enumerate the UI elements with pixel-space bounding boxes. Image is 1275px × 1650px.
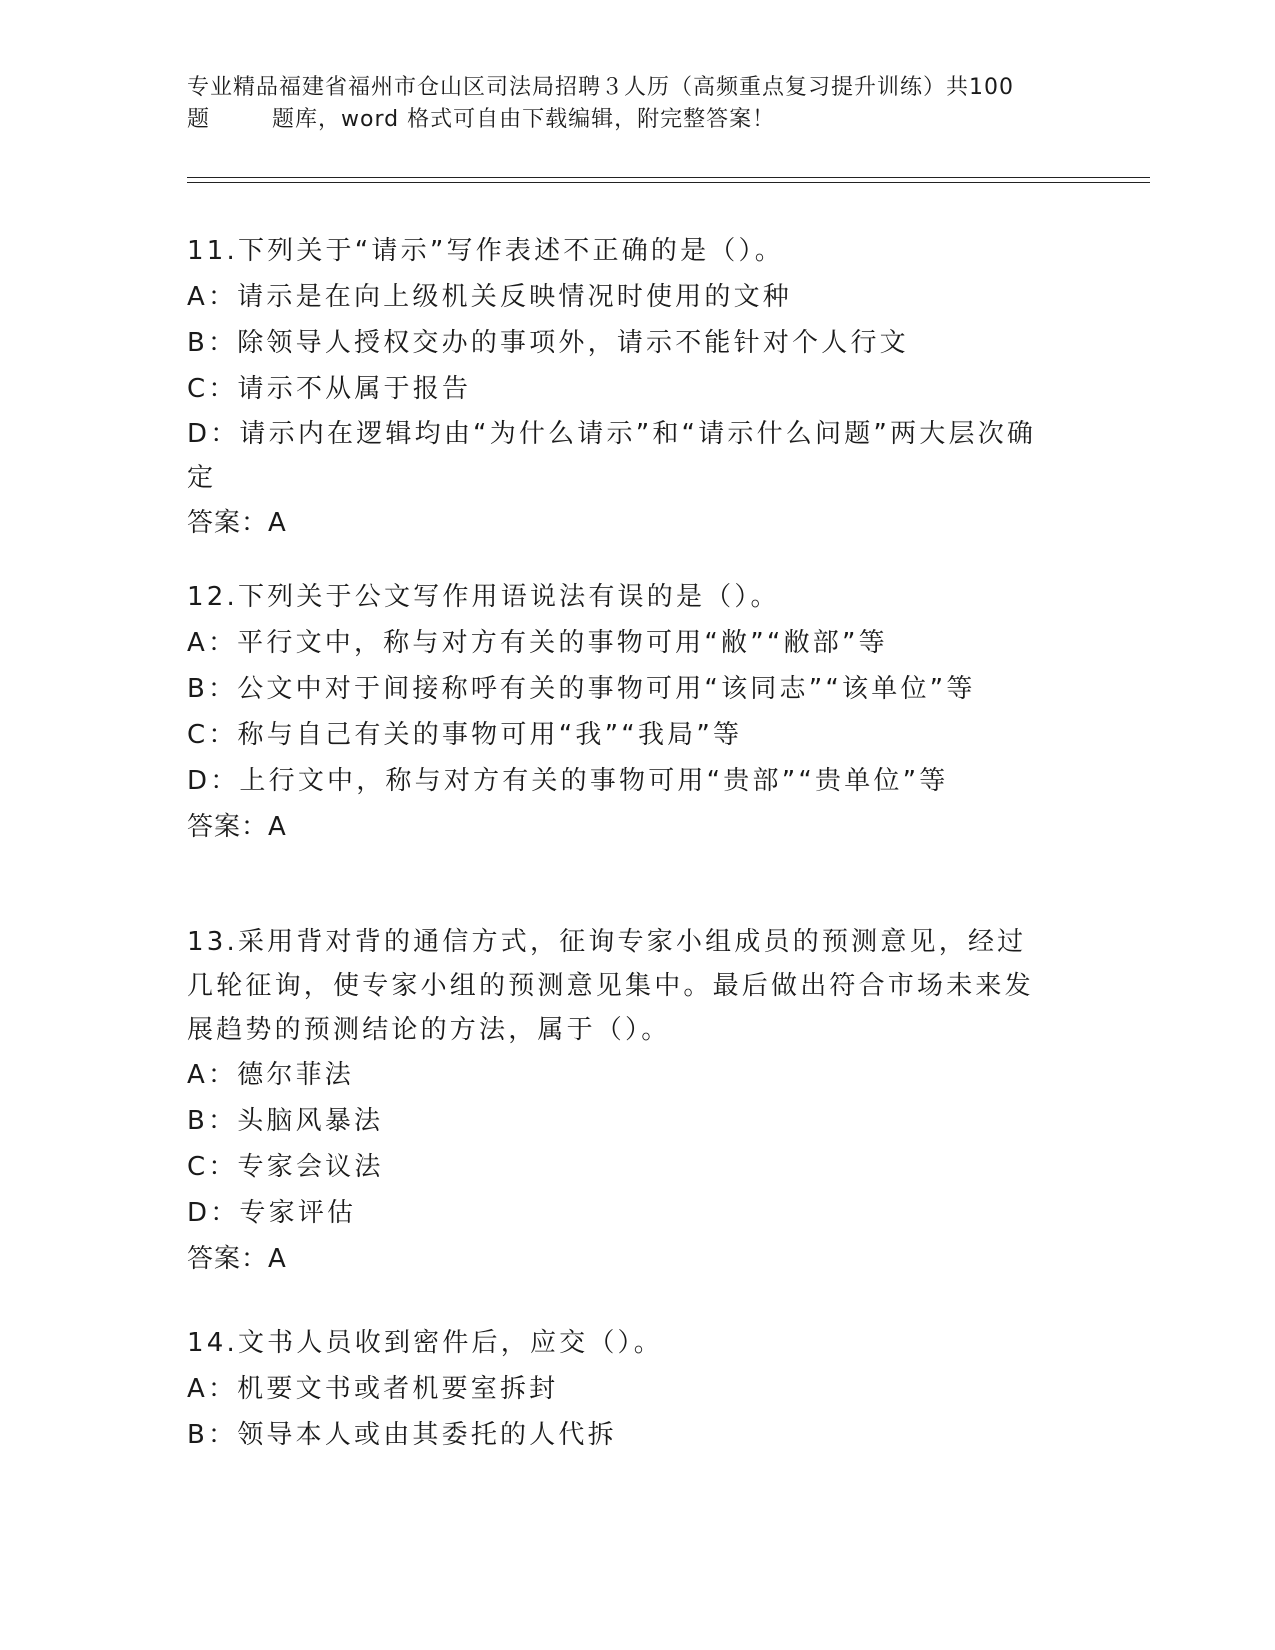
option-a: A：请示是在向上级机关反映情况时使用的文种: [187, 282, 792, 312]
option-d: D：专家评估: [187, 1198, 357, 1228]
header-title-line1: 专业精品福建省福州市仓山区司法局招聘３人历（高频重点复习提升训练）共100: [187, 75, 1014, 100]
option-a: A：德尔菲法: [187, 1060, 354, 1090]
document-header: [187, 72, 1087, 136]
option-b: B：领导本人或由其委托的人代拆: [187, 1420, 617, 1450]
option-c: C：请示不从属于报告: [187, 374, 472, 404]
question-14: [187, 1320, 1067, 1458]
header-line2-head: 题: [187, 107, 211, 132]
answer: 答案：A: [187, 812, 287, 842]
header-line2-tail: 题库，word 格式可自由下载编辑，附完整答案！: [272, 107, 776, 132]
option-a: A：机要文书或者机要室拆封: [187, 1374, 559, 1404]
question-stem: 12.下列关于公文写作用语说法有误的是（）。: [187, 582, 780, 612]
option-b: B：公文中对于间接称呼有关的事物可用“该同志”“该单位”等: [187, 674, 976, 704]
option-d: D：请示内在逻辑均由“为什么请示”和“请示什么问题”两大层次确定: [187, 419, 1037, 493]
header-divider-bottom: [187, 182, 1150, 183]
question-12: [187, 574, 1067, 850]
header-title-line2: [187, 104, 1087, 136]
question-stem: 13.采用背对背的通信方式，征询专家小组成员的预测意见，经过几轮征询，使专家小组的预测意见集中。最后做出符合市场未来发展趋势的预测结论的方法，属于（）。: [187, 927, 1034, 1045]
question-stem: 11.下列关于“请示”写作表述不正确的是（）。: [187, 236, 784, 266]
option-a: A：平行文中，称与对方有关的事物可用“敝”“敝部”等: [187, 628, 888, 658]
option-c: C：专家会议法: [187, 1152, 384, 1182]
option-c: C：称与自己有关的事物可用“我”“我局”等: [187, 720, 743, 750]
question-11: [187, 228, 1067, 546]
question-stem: 14.文书人员收到密件后，应交（）。: [187, 1328, 663, 1358]
option-d: D：上行文中，称与对方有关的事物可用“贵部”“贵单位”等: [187, 766, 949, 796]
question-13: [187, 920, 1067, 1282]
option-b: B：头脑风暴法: [187, 1106, 384, 1136]
option-b: B：除领导人授权交办的事项外，请示不能针对个人行文: [187, 328, 909, 358]
answer: 答案：A: [187, 508, 287, 538]
answer: 答案：A: [187, 1244, 287, 1274]
header-divider-top: [187, 177, 1150, 178]
